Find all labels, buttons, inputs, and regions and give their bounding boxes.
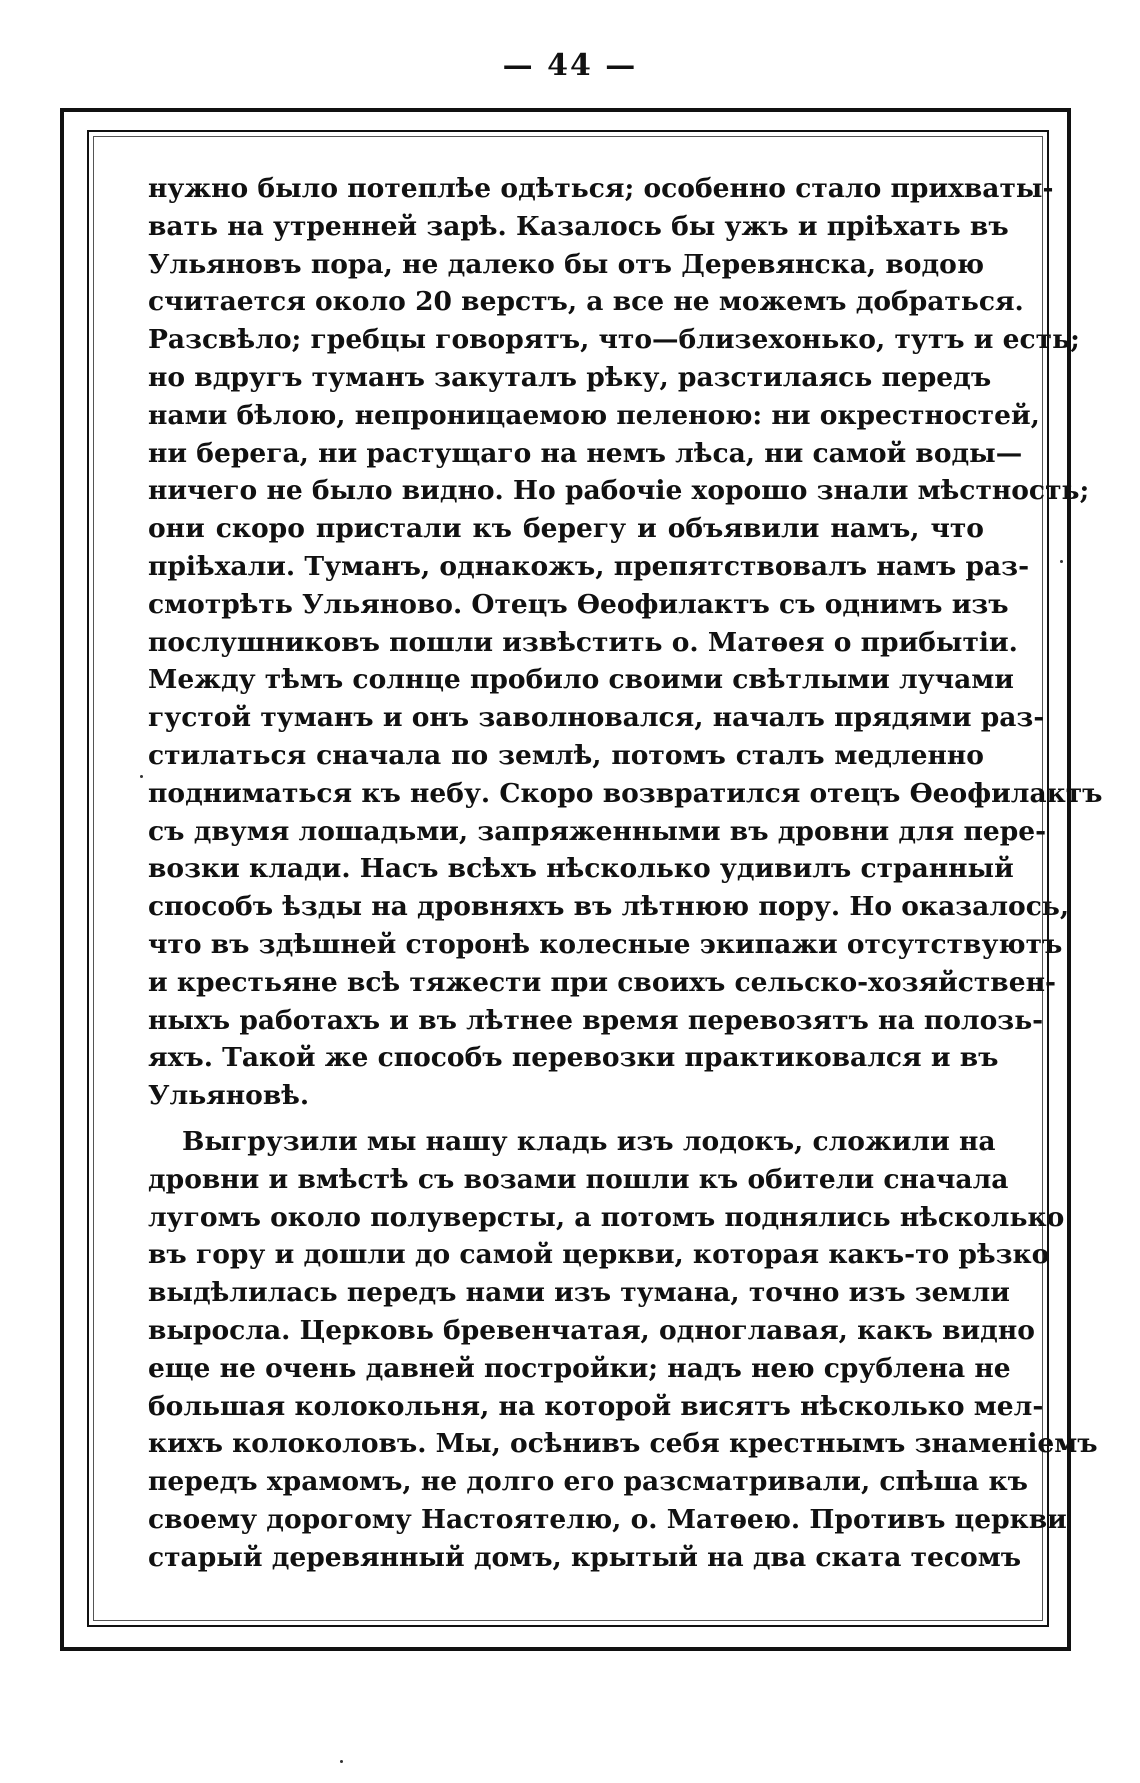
text-line: они скоро пристали къ берегу и объявили намъ, что [148, 513, 984, 545]
text-line: въ гору и дошли до самой церкви, которая какъ-то рѣзко [148, 1239, 1050, 1271]
text-line: и крестьяне всѣ тяжести при своихъ сельско-хозяйствен- [148, 966, 1056, 998]
scan-speck [1060, 560, 1063, 563]
text-line: пріѣхали. Туманъ, однакожъ, препятствовалъ намъ раз- [148, 550, 1030, 582]
text-line: лугомъ около полуверсты, а потомъ поднялись нѣсколько [148, 1201, 1065, 1233]
text-line: нами бѣлою, непроницаемою пеленою: ни окрестностей, [148, 399, 1040, 431]
paragraph-1 [148, 170, 1103, 1115]
text-line: смотрѣть Ульяново. Отецъ Ѳеофилактъ съ однимъ изъ [148, 588, 1009, 620]
text-line: ничего не было видно. Но рабочіе хорошо знали мѣстность; [148, 475, 1090, 507]
text-line: съ двумя лошадьми, запряженными въ дровни для пере- [148, 815, 1047, 847]
text-line: своему дорогому Настоятелю, о. Матѳею. Противъ церкви [148, 1503, 1067, 1535]
text-line: старый деревянный домъ, крытый на два ската тесомъ [148, 1541, 1022, 1573]
text-line: выросла. Церковь бревенчатая, одноглавая, какъ видно [148, 1314, 1035, 1346]
text-line: ни берега, ни растущаго на немъ лѣса, ни самой воды— [148, 437, 1023, 469]
text-line: Разсвѣло; гребцы говорятъ, что—близехонько, тутъ и есть; [148, 324, 1080, 356]
text-line: ныхъ работахъ и въ лѣтнее время перевозятъ на полозь- [148, 1004, 1044, 1036]
text-line: большая колокольня, на которой висятъ нѣсколько мел- [148, 1390, 1044, 1422]
text-line: дровни и вмѣстѣ съ возами пошли къ обители сначала [148, 1163, 1009, 1195]
text-line: способъ ѣзды на дровняхъ въ лѣтнюю пору. Но оказалось, [148, 891, 1070, 923]
text-line: Ульяновѣ. [148, 1080, 310, 1112]
text-line: но вдругъ туманъ закуталъ рѣку, разстилаясь передъ [148, 361, 992, 393]
text-line: стилаться сначала по землѣ, потомъ сталъ медленно [148, 739, 984, 771]
paragraph-gap [148, 1115, 984, 1123]
text-line: что въ здѣшней сторонѣ колесные экипажи отсутствуютъ [148, 928, 1063, 960]
text-line: Между тѣмъ солнце пробило своими свѣтлыми лучами [148, 664, 1014, 696]
text-line: Ульяновъ пора, не далеко бы отъ Деревянска, водою [148, 248, 984, 280]
text-line: кихъ колоколовъ. Мы, осѣнивъ себя крестнымъ знаменіемъ [148, 1428, 1098, 1460]
scan-speck [140, 775, 143, 778]
text-line: нужно было потеплѣе одѣться; особенно стало прихваты- [148, 173, 1054, 204]
text-line: еще не очень давней постройки; надъ нею срублена не [148, 1352, 1011, 1384]
scan-speck [340, 1760, 343, 1763]
text-line: густой туманъ и онъ заволновался, началъ прядями раз- [148, 702, 1045, 734]
text-line: передъ храмомъ, не долго его разсматривали, спѣша къ [148, 1466, 1028, 1498]
text-line: послушниковъ пошли извѣстить о. Матѳея о прибытіи. [148, 626, 1018, 658]
text-line: выдѣлилась передъ нами изъ тумана, точно изъ земли [148, 1277, 1010, 1309]
text-line: считается около 20 верстъ, а все не можемъ добраться. [148, 286, 1024, 318]
page-number: — 44 — [502, 48, 638, 83]
paragraph-2 [148, 1123, 1098, 1577]
text-block [148, 170, 1103, 1576]
text-line: Выгрузили мы нашу кладь изъ лодокъ, сложили на [182, 1125, 996, 1157]
text-line: вать на утренней зарѣ. Казалось бы ужъ и пріѣхать въ [148, 210, 1009, 242]
text-line: яхъ. Такой же способъ перевозки практиковался и въ [148, 1042, 999, 1074]
text-line: подниматься къ небу. Скоро возвратился отецъ Ѳеофилактъ [148, 777, 1103, 809]
text-line: возки клади. Насъ всѣхъ нѣсколько удивилъ странный [148, 853, 1014, 885]
